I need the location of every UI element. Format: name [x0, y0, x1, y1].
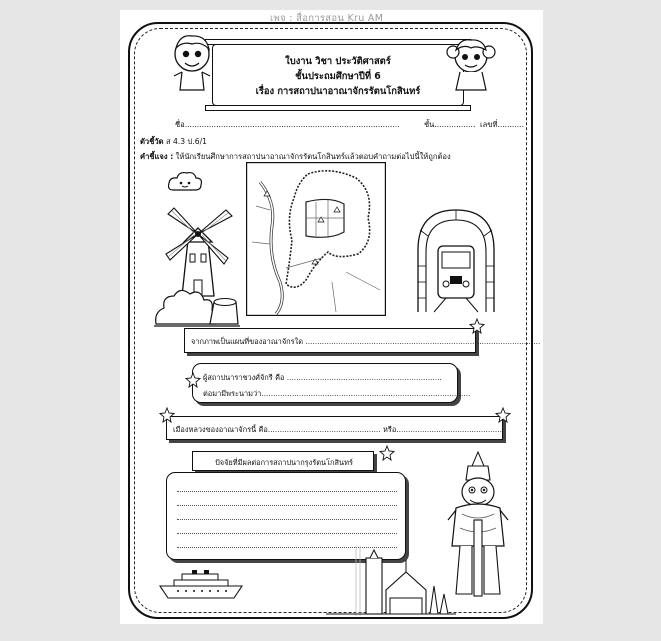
indicator-label: ตัวชี้วัด [140, 137, 164, 146]
question-1-box [184, 328, 541, 353]
answer-line[interactable] [177, 533, 397, 534]
tree-stump-icon [154, 274, 240, 328]
watermark-text: เพจ : สื่อการสอน Kru AM [270, 13, 384, 24]
worksheet-page [120, 10, 543, 624]
question-3-box [166, 416, 503, 440]
boy-character-icon [168, 32, 216, 92]
ship-icon [158, 570, 244, 600]
number-field[interactable]: เลขที่........... [480, 120, 524, 129]
girl-character-icon [446, 34, 496, 92]
instructions-text: ให้นักเรียนศึกษาการสถาปนาอาณาจักรรัตนโกสินทร์แล้วตอบคำถามต่อไปนี้ให้ถูกต้อง [175, 152, 451, 161]
palace-icon [326, 546, 456, 616]
star-icon [470, 319, 484, 333]
star-icon [160, 408, 174, 422]
question-2-line-2[interactable]: ต่อมามีพระนามว่า......................................................................................... [203, 389, 471, 398]
question-2-line-1[interactable]: ผู้สถาปนาราชวงศ์จักรี คือ .................................................................. [203, 373, 442, 382]
train-tunnel-icon [414, 206, 498, 314]
grade-level: ชั้นประถมศึกษาปีที่ 6 [295, 71, 381, 82]
indicator-line [140, 136, 207, 148]
star-icon [496, 408, 510, 422]
class-field[interactable]: ชั้น................. [424, 120, 476, 129]
star-icon [380, 446, 394, 460]
title-banner [212, 44, 464, 106]
worksheet-topic: เรื่อง การสถาปนาอาณาจักรรัตนโกสินทร์ [255, 86, 421, 97]
question-1[interactable]: จากภาพเป็นแผนที่ของอาณาจักรใด .................................................................................................... [191, 337, 541, 346]
answer-line[interactable] [177, 505, 397, 506]
star-icon [186, 373, 200, 387]
name-field[interactable]: ชื่อ......................................................................................... [175, 120, 400, 129]
answer-line[interactable] [177, 491, 397, 492]
question-4-heading: ปัจจัยที่มีผลต่อการสถาปนากรุงรัตนโกสินทร์ [215, 458, 353, 467]
question-3[interactable]: เมืองหลวงของอาณาจักรนี้ คือ................................................ หรือ............................................. [173, 425, 502, 434]
instructions-label: คำชี้แจง : [140, 152, 174, 161]
indicator-value: ส 4.3 ป.6/1 [165, 137, 207, 146]
question-4-heading-box [192, 451, 374, 471]
cloud-face-icon [167, 170, 203, 194]
question-2-box [192, 363, 471, 403]
answer-line[interactable] [177, 519, 397, 520]
map-image [246, 162, 386, 316]
worksheet-title: ใบงาน วิชา ประวัติศาสตร์ [285, 56, 391, 67]
